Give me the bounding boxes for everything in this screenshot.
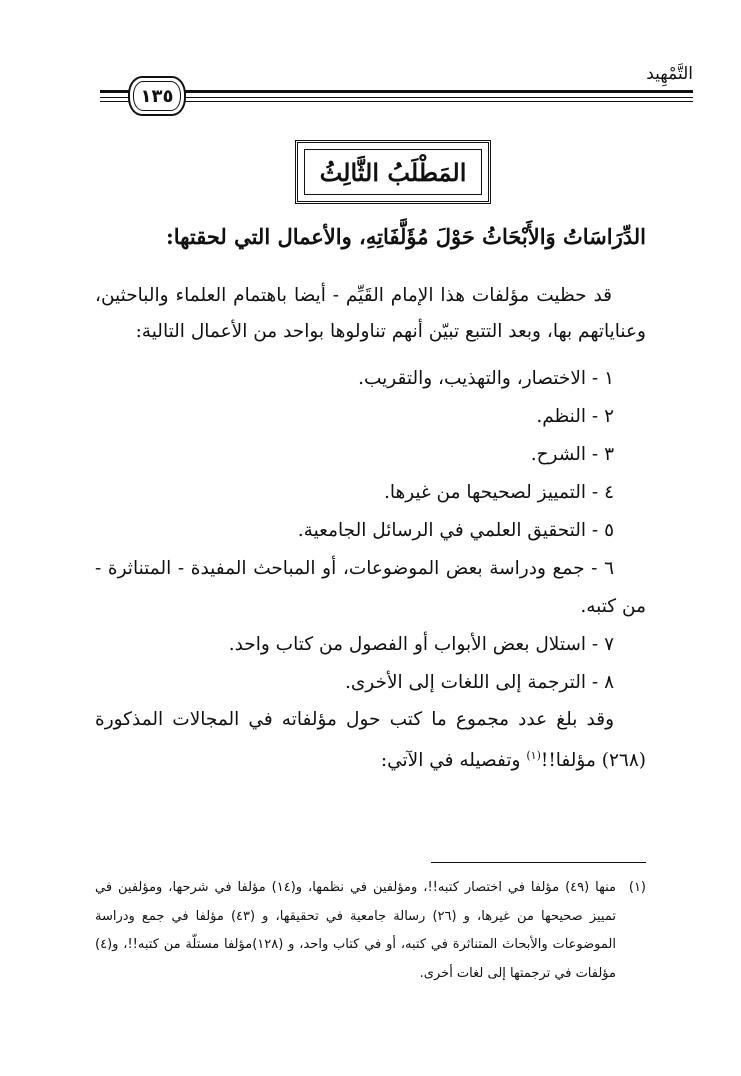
footnote-text: منها (٤٩) مؤلفا في اختصار كتبه!!، ومؤلفين في نظمها، و(١٤) مؤلفا في شرحها، ومؤلفين في تمييز صحيحها من غيرها، و (٢٦) رسالة جامعية في تحقيقها، و (٤٣) مؤلفا في جمع ودراسة الموضوعات والأبحاث المتناثرة في كتبه، أو في كتاب واحد، و (١٢٨)مؤلفا مستلّة من كتبه!!، و(٤) مؤلفات في ترجمتها إلى لغات أخرى.	[95, 880, 617, 981]
list-item: ١ - الاختصار، والتهذيب، والتقريب.	[358, 368, 614, 389]
section-subheading: الدِّرَاسَاتُ وَالأَبْحَاثُ حَوْلَ مُؤَلَّفَاتِهِ، والأعمال التي لحقتها:	[166, 224, 646, 249]
header-rule-thin-lower	[100, 101, 693, 102]
list-item: ٦ - جمع ودراسة بعض الموضوعات، أو المباحث المفيدة - المتناثرة - من كتبه.	[95, 558, 646, 617]
intro-paragraph: قد حظيت مؤلفات هذا الإمام القَيِّم - أيضا باهتمام العلماء والباحثين، وعناياتهم بها، وبعد التتبع تبيّن أنهم تناولوها بواحد من الأعمال التالية:	[95, 285, 646, 342]
section-title: المَطْلَبُ الثَّالِثُ	[319, 157, 467, 187]
closing-paragraph	[95, 702, 646, 779]
list-item: ٨ - الترجمة إلى اللغات إلى الأخرى.	[344, 672, 614, 693]
list-item: ٣ - الشرح.	[530, 444, 614, 465]
page-number	[128, 76, 186, 116]
list-item: ٧ - استلال بعض الأبواب أو الفصول من كتاب واحد.	[228, 634, 614, 655]
footnote-marker: (١)	[628, 880, 646, 895]
closing-text-end: وتفصيله في الآتي:	[380, 750, 527, 772]
works-list	[95, 360, 646, 702]
header-rule-thin	[100, 97, 693, 98]
list-item: ٤ - التمييز لصحيحها من غيرها.	[383, 482, 614, 503]
page-number-text: ١٣٥	[140, 85, 174, 107]
list-item: ٥ - التحقيق العلمي في الرسائل الجامعية.	[297, 520, 614, 541]
list-item: ٢ - النظم.	[536, 406, 614, 427]
closing-text: وقد بلغ عدد مجموع ما كتب حول مؤلفاته في المجالات المذكورة (٢٦٨) مؤلفا!!	[95, 709, 646, 772]
body-text	[95, 278, 646, 779]
footnote-reference[interactable]: (١)	[526, 749, 541, 762]
running-header-title: التَّمْهِيد	[646, 64, 693, 84]
footnote	[95, 874, 646, 988]
footnote-separator	[431, 862, 646, 863]
section-title-frame	[295, 140, 491, 204]
header-rule-thick	[100, 90, 693, 93]
